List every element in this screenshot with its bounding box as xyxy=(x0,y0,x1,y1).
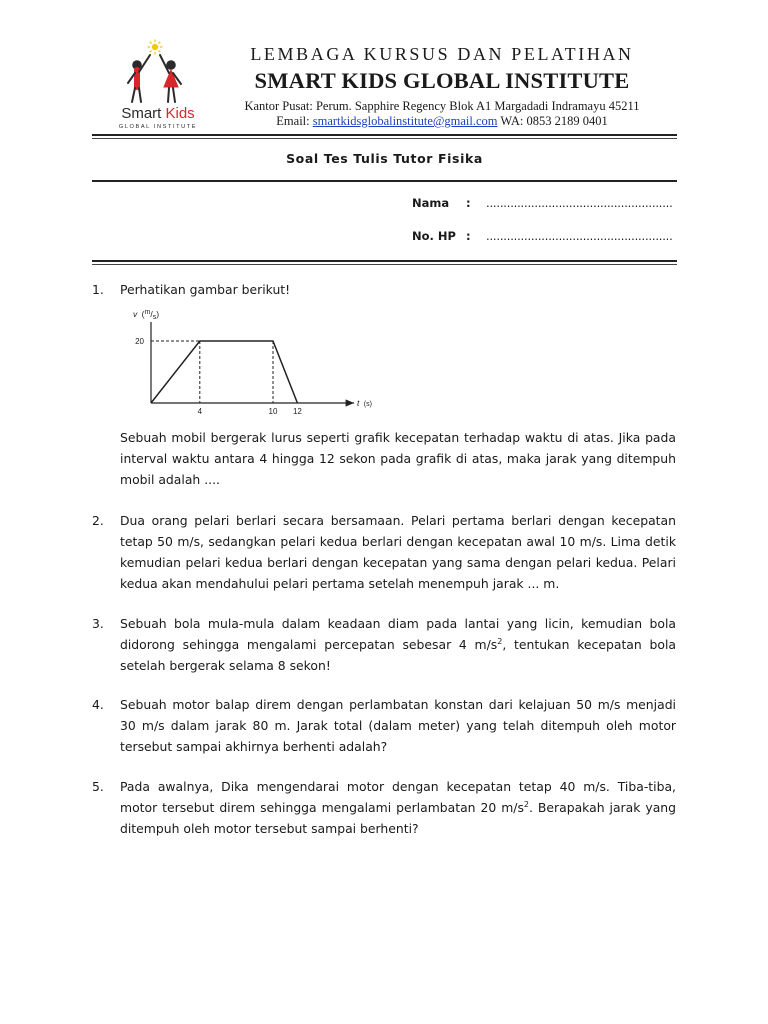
star-icon xyxy=(148,40,163,55)
y-axis-label xyxy=(133,309,159,321)
y-label-num: m xyxy=(144,309,151,316)
girl-figure-icon xyxy=(160,55,181,102)
name-colon: : xyxy=(466,196,471,210)
fields-divider xyxy=(92,260,677,262)
y-label-den: s xyxy=(152,314,157,321)
institution-type: LEMBAGA KURSUS DAN PELATIHAN xyxy=(250,44,634,64)
x-label-unit: (s) xyxy=(363,401,372,408)
question-4 xyxy=(92,694,676,757)
letterhead-divider xyxy=(92,134,677,136)
x-label-t: t xyxy=(357,398,360,408)
question-1 xyxy=(92,279,676,300)
x-axis-label xyxy=(357,398,372,408)
y-label-slash: / xyxy=(150,309,153,319)
question-3-text-b: , tentukan kecepatan bola setelah bergerak selama 8 sekon! xyxy=(120,637,676,673)
email-label: Email: xyxy=(276,114,310,128)
boy-figure-icon xyxy=(128,55,150,102)
question-number: 2. xyxy=(92,513,104,528)
question-2 xyxy=(92,510,676,594)
logo-smart: Smart xyxy=(121,105,166,122)
velocity-series-line xyxy=(151,341,297,403)
question-5-text xyxy=(120,776,676,839)
question-intro: Perhatikan gambar berikut! xyxy=(120,282,291,297)
question-5 xyxy=(92,776,676,839)
institution-contact xyxy=(208,114,676,129)
smart-kids-logo xyxy=(108,38,208,130)
fields-divider-thin xyxy=(92,264,677,265)
institution-address: Kantor Pusat: Perum. Sapphire Regency Blok A1 Margadadi Indramayu 45211 xyxy=(244,99,640,113)
whatsapp-number: WA: 0853 2189 0401 xyxy=(500,114,608,128)
letterhead-divider-thin xyxy=(92,138,677,139)
question-number: 5. xyxy=(92,779,104,794)
logo-subtext: GLOBAL INSTITUTE xyxy=(118,124,198,130)
question-5-text-a: Pada awalnya, Dika mengendarai motor dengan kecepatan tetap 40 m/s. Tiba-tiba, motor tersebut direm sehingga mengalami perlambatan 20 m/s xyxy=(120,779,676,815)
test-title: Soal Tes Tulis Tutor Fisika xyxy=(286,151,483,166)
question-3 xyxy=(92,613,676,676)
question-5-text-b: . Berapakah jarak yang ditempuh oleh motor tersebut sampai berhenti? xyxy=(120,800,677,836)
institution-name: SMART KIDS GLOBAL INSTITUTE xyxy=(254,68,630,93)
question-3-sup: 2 xyxy=(497,636,503,646)
name-blank[interactable]: ...................................................... xyxy=(486,196,673,210)
question-number: 4. xyxy=(92,697,104,712)
title-divider xyxy=(92,180,677,182)
x-tick-label: 12 xyxy=(292,407,302,416)
logo-kids: Kids xyxy=(165,105,195,122)
question-4-text: Sebuah motor balap direm dengan perlambatan konstan dari kelajuan 50 m/s menjadi 30 m/s dalam jarak 80 m. Jarak total (dalam meter) yang telah ditempuh oleh motor tersebut sampai akhirnya berhenti adalah? xyxy=(120,697,676,754)
question-3-text-a: Sebuah bola mula-mula dalam keadaan diam pada lantai yang licin, kemudian bola didorong sehingga mengalami percepatan sebesar 4 m/s xyxy=(120,616,676,652)
question-number: 1. xyxy=(92,282,104,297)
question-1-body xyxy=(92,427,676,490)
x-tick-label: 4 xyxy=(197,407,203,416)
y-label-v: v xyxy=(133,309,138,319)
logo-text xyxy=(121,105,194,122)
name-label: Nama xyxy=(412,196,450,210)
phone-blank[interactable]: ...................................................... xyxy=(486,229,673,243)
question-5-sup: 2 xyxy=(523,799,529,809)
y-tick-label: 20 xyxy=(135,337,144,346)
phone-label: No. HP xyxy=(412,229,456,243)
velocity-time-graph xyxy=(124,306,384,422)
question-3-text xyxy=(120,613,676,676)
question-2-text: Dua orang pelari berlari secara bersamaan. Pelari pertama berlari dengan kecepatan tetap 50 m/s, sedangkan pelari kedua berlari dengan kecepatan awal 10 m/s. Lima detik kemudian pelari kedua berlari dengan kecepatan yang sama dengan pelari kedua. Pelari kedua akan mendahului pelari pertama setelah menempuh jarak ... m. xyxy=(120,513,676,591)
question-1-text: Sebuah mobil bergerak lurus seperti grafik kecepatan terhadap waktu di atas. Jika pada interval waktu antara 4 hingga 12 sekon pada grafik di atas, maka jarak yang ditempuh mobil adalah .... xyxy=(120,430,676,487)
y-label-open: ( xyxy=(141,309,145,319)
question-number: 3. xyxy=(92,616,104,631)
x-tick-label: 10 xyxy=(268,407,278,416)
y-label-close: ) xyxy=(156,309,160,319)
email-link[interactable]: smartkidsglobalinstitute@gmail.com xyxy=(312,114,498,128)
phone-colon: : xyxy=(466,229,471,243)
